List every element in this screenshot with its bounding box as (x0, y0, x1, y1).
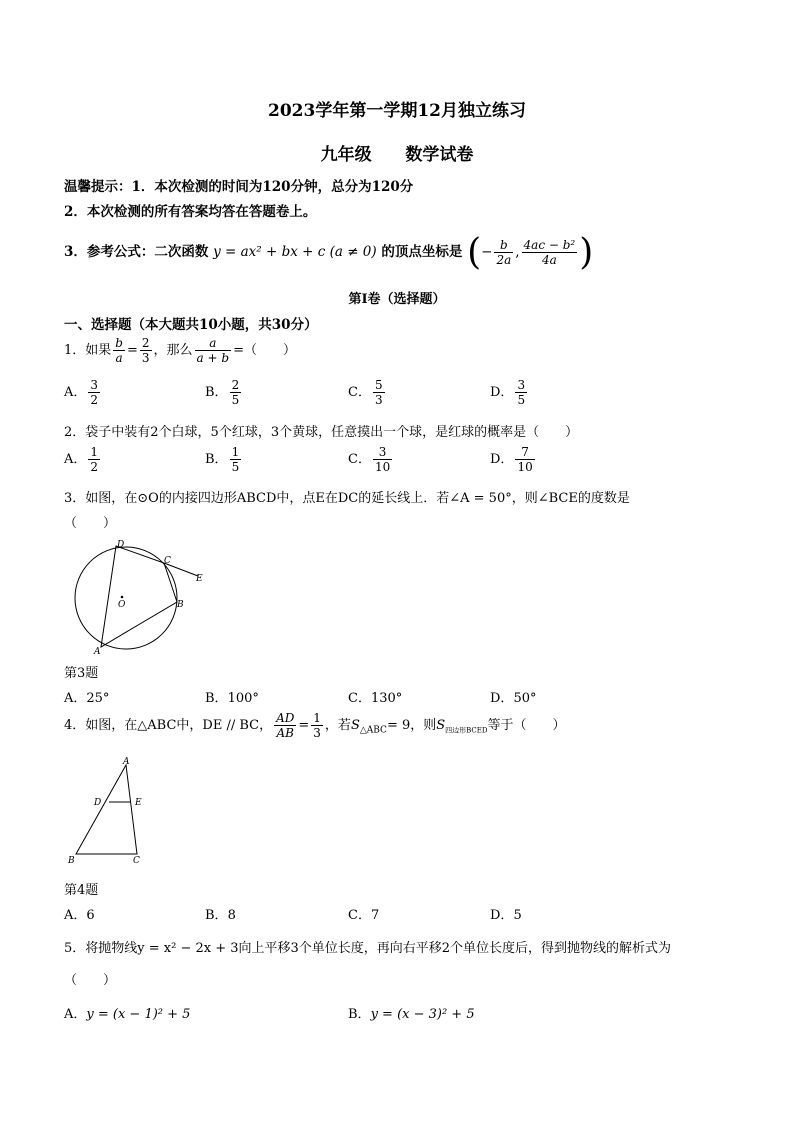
q4-frac-num: AD (276, 711, 295, 725)
part-heading: 一、选择题（本大题共10小题，共30分） (64, 317, 318, 333)
q1-frac1-num: b (115, 336, 123, 350)
q1-eq: = (126, 343, 138, 358)
q1-frac2-num: 2 (141, 336, 150, 350)
q1-stem (64, 336, 296, 365)
q2-option-c[interactable]: C． $\frac{3}{10}$ (348, 445, 391, 474)
q4-stem (64, 711, 566, 740)
note-3: 3．参考公式：二次函数 y = ax² + bx + c (a ≠ 0) 的顶点坐标是 (− $\frac{b}{2a}$ , $\frac{\text{4ac − b²}}{4a}$ ) (64, 232, 594, 273)
q2-stem: 2．袋子中装有2个白球，5个红球，3个黄球，任意摸出一个球，是红球的概率是（ ） (64, 425, 579, 440)
q4-frac-den: AB (276, 726, 294, 740)
q1-option-c[interactable]: C． $\frac{5}{3}$ (348, 378, 383, 407)
quadratic-formula: y = ax² + bx + c (a ≠ 0) (213, 244, 377, 260)
q1-frac2-den: 3 (141, 351, 150, 365)
vertex-num-2: 4ac − b² (523, 238, 576, 252)
label-b: B (177, 600, 184, 610)
q4-eq: = (298, 718, 310, 733)
q1-option-b[interactable]: B． $\frac{2}{5}$ (205, 378, 240, 407)
q4-option-d[interactable]: D．5 (490, 908, 522, 923)
q4-s-abc-sub: △ABC (359, 725, 387, 736)
label-d: D (117, 540, 125, 550)
q1-option-d[interactable]: D． $\frac{3}{5}$ (490, 378, 526, 407)
q3-option-a[interactable]: A．25° (64, 691, 110, 706)
q3-option-d[interactable]: D．50° (490, 691, 537, 706)
q3-caption: 第3题 (64, 666, 99, 681)
label-d4: D (94, 798, 102, 808)
triangle-abc (76, 765, 137, 854)
q5-option-b[interactable]: B．y = (x − 3)² + 5 (348, 1007, 475, 1022)
q1-stem-b: ，那么 (153, 343, 193, 358)
q4-frac2-den: 3 (313, 726, 321, 740)
q1-frac1-den: a (115, 351, 123, 365)
q4-stem-d: 等于（ ） (487, 718, 566, 733)
label-b4: B (68, 856, 75, 865)
label-a4: A (123, 757, 130, 767)
vertex-num-1: b (494, 238, 513, 253)
note-2: 2．本次检测的所有答案均答在答题卷上。 (64, 204, 317, 220)
q4-figure (60, 755, 160, 865)
q1-frac3-den: a + b (196, 351, 230, 365)
q5-paren: （ ） (64, 973, 117, 988)
q4-frac2-num: 1 (313, 711, 321, 725)
q1-option-a[interactable]: A． $\frac{3}{2}$ (64, 378, 99, 407)
vertex-den-2: 4a (541, 253, 557, 267)
q4-option-c[interactable]: C．7 (348, 908, 380, 923)
q4-stem-a: 4．如图，在△ABC中，DE // BC， (64, 718, 273, 733)
label-e4: E (135, 798, 142, 808)
q5-stem: 5．将抛物线y = x² − 2x + 3向上平移3个单位长度，再向右平移2个单位长度后，得到抛物线的解析式为 (64, 941, 672, 956)
q3-option-c[interactable]: C．130° (348, 691, 403, 706)
label-o: O (118, 600, 126, 610)
q2-option-b[interactable]: B． $\frac{1}{5}$ (205, 445, 240, 474)
q2-option-d[interactable]: D． $\frac{7}{10}$ (490, 445, 533, 474)
q3-stem: 3．如图，在⊙O的内接四边形ABCD中，点E在DC的延长线上．若∠A = 50°，则∠BCE的度数是 (64, 491, 630, 506)
vertex-den-1: 2a (496, 253, 512, 267)
label-c: C (164, 556, 171, 566)
q4-s-abc: S (350, 718, 360, 733)
center-o-dot (121, 596, 124, 599)
q3-paren: （ ） (64, 516, 117, 531)
grade-label: 九年级 (320, 145, 372, 165)
label-c4: C (133, 856, 140, 865)
q4-option-b[interactable]: B．8 (205, 908, 236, 923)
q1-stem-a: 1．如果 (64, 343, 112, 358)
q2-option-a[interactable]: A． $\frac{1}{2}$ (64, 445, 99, 474)
q4-stem-c: = 9，则 (386, 718, 437, 733)
q1-stem-c: =（ ） (233, 343, 296, 358)
q4-caption: 第4题 (64, 883, 99, 898)
note-1: 温馨提示：1．本次检测的时间为120分钟，总分为120分 (64, 179, 414, 195)
note-3-suffix: 的顶点坐标是 (381, 244, 463, 260)
page-subtitle (0, 140, 794, 165)
q3-figure (60, 535, 220, 655)
q1-frac3-num: a (195, 336, 232, 351)
volume-heading: 第Ⅰ卷（选择题） (348, 292, 446, 307)
q4-s-quad-sub: 四边形BCED (445, 726, 488, 735)
page-title: 2023学年第一学期12月独立练习 (268, 101, 526, 121)
q5-option-a[interactable]: A．y = (x − 1)² + 5 (64, 1007, 191, 1022)
note-3-prefix: 3．参考公式：二次函数 (64, 244, 209, 260)
q4-stem-b: ，若 (324, 718, 351, 733)
q3-option-b[interactable]: B．100° (205, 691, 259, 706)
label-e: E (196, 574, 203, 584)
subject-label: 数学试卷 (405, 145, 474, 165)
q4-s-quad: S (436, 718, 446, 733)
q4-option-a[interactable]: A．6 (64, 908, 95, 923)
label-a: A (94, 647, 101, 655)
